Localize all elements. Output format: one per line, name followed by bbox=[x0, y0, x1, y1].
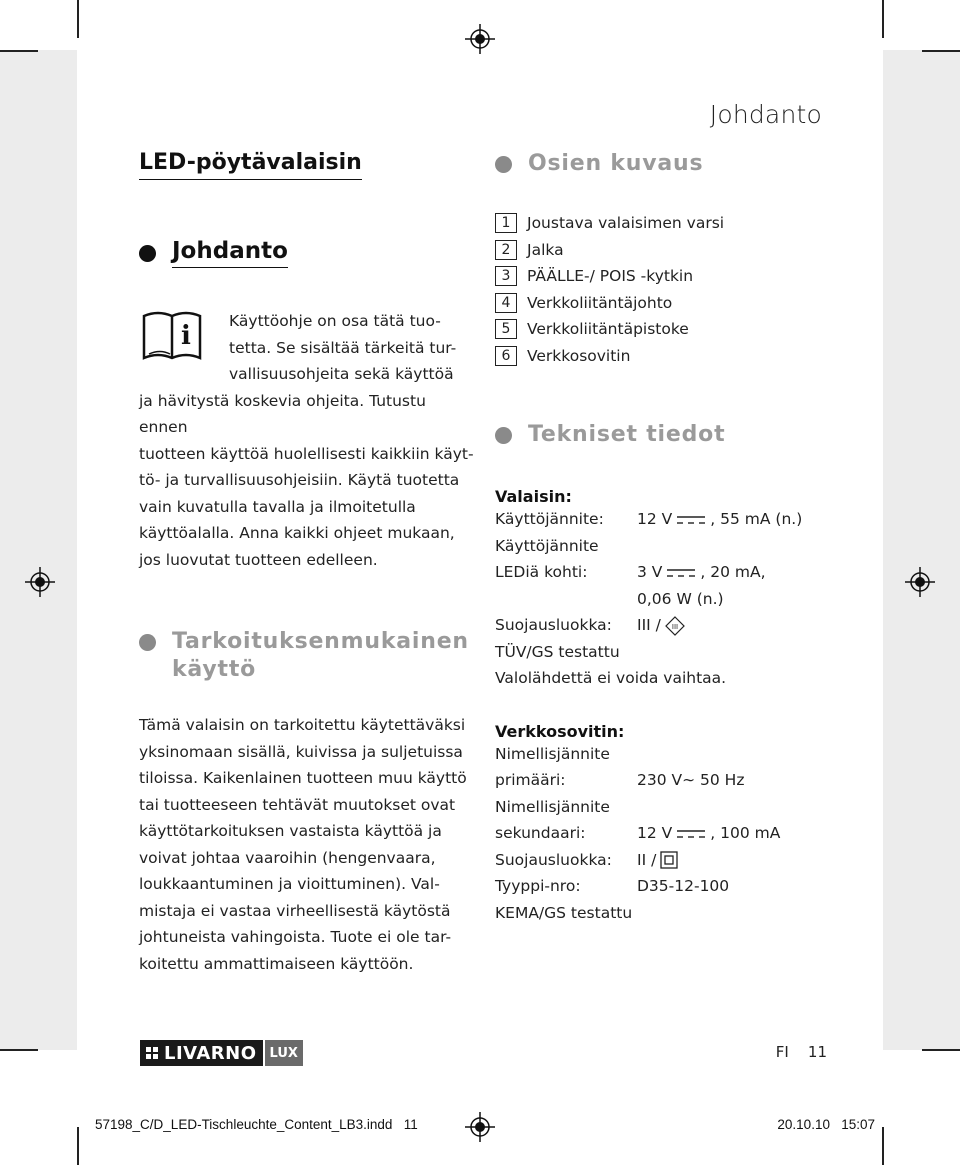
print-datetime: 20.10.10 15:07 bbox=[777, 1117, 875, 1132]
spec-value-part: III / bbox=[637, 616, 661, 634]
text-line: loukkaantuminen ja vioittuminen). Val- bbox=[139, 875, 440, 893]
language-code: FI bbox=[775, 1043, 789, 1061]
page-number-value: 11 bbox=[807, 1043, 827, 1061]
crop-mark bbox=[882, 1127, 884, 1165]
spec-label: primääri: bbox=[495, 771, 566, 789]
intended-use-heading-line: Tarkoituksenmukainen bbox=[172, 629, 469, 654]
lamp-specs bbox=[495, 487, 855, 692]
spec-value bbox=[637, 612, 685, 639]
parts-heading-text: Osien kuvaus bbox=[528, 151, 704, 176]
intended-use-heading bbox=[139, 628, 479, 684]
svg-text:i: i bbox=[181, 321, 191, 351]
crop-mark bbox=[922, 50, 960, 52]
parts-list bbox=[495, 210, 855, 369]
part-number: 2 bbox=[495, 240, 517, 260]
spec-value bbox=[637, 820, 780, 847]
crop-mark bbox=[77, 1127, 79, 1165]
bullet-icon bbox=[139, 634, 156, 651]
registration-mark-icon bbox=[465, 1112, 495, 1142]
spec-value bbox=[637, 506, 802, 533]
intro-heading bbox=[139, 238, 479, 268]
part-label: Jalka bbox=[527, 240, 564, 259]
intro-line: käyttöalalla. Anna kaikki ohjeet mukaan, bbox=[139, 524, 455, 542]
spec-row: Valolähdettä ei voida vaihtaa. bbox=[495, 669, 727, 687]
dc-symbol-icon bbox=[676, 828, 706, 840]
list-item bbox=[495, 290, 855, 317]
bullet-icon bbox=[495, 156, 512, 173]
list-item bbox=[495, 210, 855, 237]
logo-squares-icon bbox=[146, 1047, 158, 1059]
registration-mark-icon bbox=[25, 567, 55, 597]
tech-heading bbox=[495, 421, 855, 449]
tech-heading-text: Tekniset tiedot bbox=[528, 422, 726, 447]
part-label: PÄÄLLE-/ POIS -kytkin bbox=[527, 267, 694, 286]
part-number: 3 bbox=[495, 266, 517, 286]
dc-symbol-icon bbox=[666, 567, 696, 579]
intro-line: vallisuusohjeita sekä käyttöä bbox=[229, 365, 454, 383]
spec-value: 0,06 W (n.) bbox=[637, 589, 724, 608]
spec-label: sekundaari: bbox=[495, 824, 586, 842]
spec-label: Käyttöjännite: bbox=[495, 510, 604, 528]
spec-label: Suojausluokka: bbox=[495, 850, 612, 869]
crop-mark bbox=[882, 0, 884, 38]
right-column bbox=[495, 150, 855, 926]
adapter-specs bbox=[495, 722, 855, 927]
logo-text: LIVARNO bbox=[164, 1042, 257, 1064]
text-line: tiloissa. Kaikenlainen tuotteen muu käyttö bbox=[139, 769, 467, 787]
crop-mark bbox=[77, 0, 79, 38]
spec-label: Tyyppi-nro: bbox=[495, 877, 581, 895]
intro-block bbox=[139, 308, 479, 573]
spec-row bbox=[495, 506, 855, 533]
spec-value-part: , 100 mA bbox=[710, 824, 781, 842]
spec-label: Suojausluokka: bbox=[495, 616, 612, 634]
spec-row bbox=[495, 559, 855, 586]
text-line: yksinomaan sisällä, kuivissa ja suljetuissa bbox=[139, 742, 463, 761]
spec-value-part: 3 V bbox=[637, 563, 663, 581]
protection-class-ii-icon bbox=[660, 851, 678, 869]
list-item bbox=[495, 263, 855, 290]
spec-row bbox=[495, 794, 855, 821]
product-title: LED-pöytävalaisin bbox=[139, 150, 362, 180]
intended-use-heading-line: käyttö bbox=[172, 657, 257, 682]
text-line: voivat johtaa vaaroihin (hengenvaara, bbox=[139, 848, 436, 867]
part-number: 5 bbox=[495, 319, 517, 339]
part-label: Verkkoliitäntäpistoke bbox=[527, 320, 689, 339]
logo-lux-text: LUX bbox=[263, 1040, 303, 1066]
spec-value-part: II / bbox=[637, 850, 657, 869]
spec-label: Käyttöjännite bbox=[495, 536, 599, 555]
spec-value-part: 12 V bbox=[637, 824, 673, 842]
protection-class-iii-icon bbox=[665, 616, 685, 636]
spec-row: KEMA/GS testattu bbox=[495, 903, 633, 922]
registration-mark-icon bbox=[465, 24, 495, 54]
spec-value-part: , 20 mA, bbox=[700, 563, 766, 581]
intro-line: jos luovutat tuotteen edelleen. bbox=[139, 550, 378, 569]
spec-row bbox=[495, 586, 855, 613]
spec-value: 230 V∼ 50 Hz bbox=[637, 771, 745, 789]
parts-heading bbox=[495, 150, 855, 178]
list-item bbox=[495, 343, 855, 370]
intended-use-paragraph bbox=[139, 712, 479, 977]
registration-mark-icon bbox=[905, 567, 935, 597]
intro-line: vain kuvatulla tavalla ja ilmoitetulla bbox=[139, 497, 416, 516]
text-line: koitettu ammattimaiseen käyttöön. bbox=[139, 954, 414, 973]
spec-value: D35-12-100 bbox=[637, 877, 730, 895]
part-number: 4 bbox=[495, 293, 517, 313]
print-file-info: 57198_C/D_LED-Tischleuchte_Content_LB3.indd 11 bbox=[95, 1117, 418, 1132]
intro-line: ja hävitystä koskevia ohjeita. Tutustu ennen bbox=[139, 391, 426, 436]
spec-label: Nimellisjännite bbox=[495, 744, 610, 763]
list-item bbox=[495, 237, 855, 264]
bullet-icon bbox=[495, 427, 512, 444]
spec-value bbox=[637, 559, 766, 586]
spec-row: TÜV/GS testattu bbox=[495, 642, 620, 661]
lamp-specs-title: Valaisin: bbox=[495, 487, 572, 506]
section-header: Johdanto bbox=[709, 100, 822, 129]
info-book-icon bbox=[141, 308, 203, 364]
spec-row bbox=[495, 847, 855, 874]
intro-line: Käyttöohje on osa tätä tuo- bbox=[229, 312, 441, 330]
intro-line: tö- ja turvallisuusohjeisiin. Käytä tuotetta bbox=[139, 471, 460, 489]
adapter-specs-title: Verkkosovitin: bbox=[495, 721, 625, 741]
part-label: Joustava valaisimen varsi bbox=[527, 214, 725, 233]
text-line: tai tuotteeseen tehtävät muutokset ovat bbox=[139, 795, 456, 814]
intro-line: tuotteen käyttöä huolellisesti kaikkiin käyt- bbox=[139, 444, 474, 463]
text-line: käyttötarkoituksen vastaista käyttöä ja bbox=[139, 822, 442, 840]
text-line: Tämä valaisin on tarkoitettu käytettäväksi bbox=[139, 716, 466, 734]
spec-row bbox=[495, 873, 855, 900]
bullet-icon bbox=[139, 245, 156, 262]
list-item bbox=[495, 316, 855, 343]
crop-mark bbox=[922, 1049, 960, 1051]
svg-text:III: III bbox=[671, 622, 678, 631]
left-column bbox=[139, 150, 479, 977]
spec-label: LEDiä kohti: bbox=[495, 563, 588, 581]
part-number: 6 bbox=[495, 346, 517, 366]
livarno-lux-logo bbox=[140, 1040, 328, 1066]
spec-value-part: 12 V bbox=[637, 510, 673, 528]
text-line: mistaja ei vastaa virheellisestä käytöstä bbox=[139, 901, 451, 920]
part-label: Verkkoliitäntäjohto bbox=[527, 293, 673, 312]
part-label: Verkkosovitin bbox=[527, 346, 631, 365]
intro-heading-text: Johdanto bbox=[172, 238, 288, 268]
dc-symbol-icon bbox=[676, 514, 706, 526]
spec-row bbox=[495, 741, 855, 768]
spec-label: Nimellisjännite bbox=[495, 797, 610, 816]
part-number: 1 bbox=[495, 213, 517, 233]
crop-mark bbox=[0, 50, 38, 52]
spec-row bbox=[495, 612, 855, 639]
intro-line: tetta. Se sisältää tärkeitä tur- bbox=[229, 338, 457, 357]
page-number bbox=[776, 1043, 827, 1061]
spec-value-part: , 55 mA (n.) bbox=[710, 510, 803, 528]
spec-row bbox=[495, 767, 855, 794]
crop-mark bbox=[0, 1049, 38, 1051]
text-line: johtuneista vahingoista. Tuote ei ole tar- bbox=[139, 928, 452, 946]
spec-value bbox=[637, 847, 678, 874]
spec-row bbox=[495, 533, 855, 560]
spec-row bbox=[495, 820, 855, 847]
